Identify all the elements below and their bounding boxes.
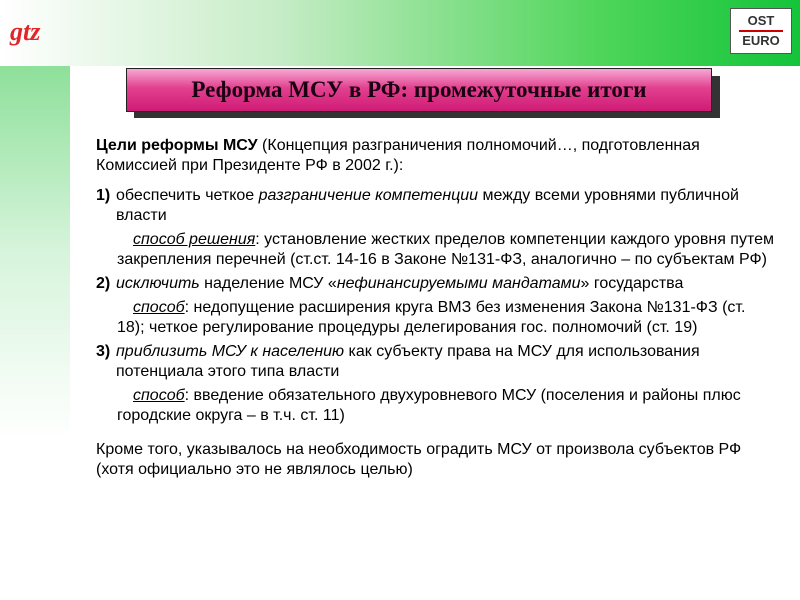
method-label: способ решения	[133, 231, 256, 248]
method-text: : недопущение расширения круга ВМЗ без изменения Закона №131-ФЗ (ст. 18); четкое регулирование процедуры делегирования гос. полномочий (ст. 19)	[117, 299, 746, 336]
goals-list	[96, 186, 776, 426]
goal-number: 3)	[96, 343, 111, 360]
goal-number: 2)	[96, 275, 111, 292]
osteuro-logo-rule	[739, 30, 783, 32]
header-band	[0, 0, 800, 66]
slide-content	[96, 136, 776, 496]
goal-item	[96, 186, 776, 270]
method-label: способ	[133, 299, 185, 316]
goal-text-segment: наделение МСУ «	[199, 275, 337, 292]
outro-paragraph: Кроме того, указывалось на необходимость оградить МСУ от произвола субъектов РФ (хотя официально это не являлось целью)	[96, 441, 742, 478]
goal-method	[96, 230, 776, 270]
goal-text-segment: исключить	[116, 275, 200, 292]
goal-number: 1)	[96, 187, 111, 204]
goal-item	[96, 342, 776, 426]
osteuro-logo-top: OST	[747, 13, 775, 28]
goal-text	[116, 342, 776, 382]
goal-text-segment: приблизить МСУ к населению	[116, 343, 345, 360]
goal-method	[96, 386, 776, 426]
goal-line	[96, 274, 776, 294]
goal-text	[116, 186, 776, 226]
intro-lead: Цели реформы МСУ	[96, 137, 258, 154]
goal-text-segment: нефинансируемыми мандатами	[336, 275, 581, 292]
slide-title: Реформа МСУ в РФ: промежуточные итоги	[191, 77, 647, 102]
goal-text	[116, 274, 776, 294]
goal-text-segment: » государства	[580, 275, 684, 292]
goal-text-segment: обеспечить четкое	[116, 187, 259, 204]
left-band	[0, 66, 70, 600]
goal-item	[96, 274, 776, 338]
osteuro-logo-bottom: EURO	[742, 33, 780, 48]
method-text: : установление жестких пределов компетенции каждого уровня путем закрепления перечней (ст.ст. 14-16 в Законе №131-ФЗ, аналогично – по субъектам РФ)	[117, 231, 775, 268]
gtz-logo-text: gtz	[10, 17, 41, 46]
method-text: : введение обязательного двухуровневого МСУ (поселения и районы плюс городские округа – в т.ч. ст. 11)	[117, 387, 741, 424]
gtz-logo	[8, 14, 54, 48]
goal-text-segment: между всеми уровнями публичной власти	[116, 187, 739, 224]
goal-text-segment: разграничение компетенции	[258, 187, 479, 204]
goal-line	[96, 342, 776, 382]
goal-method	[96, 298, 776, 338]
title-box	[126, 68, 712, 112]
goal-line	[96, 186, 776, 226]
intro-text: (Концепция разграничения полномочий…, подготовленная Комиссией при Президенте РФ в 2002 г.):	[96, 137, 700, 174]
osteuro-logo	[730, 8, 792, 54]
method-label: способ	[133, 387, 185, 404]
intro-paragraph	[96, 136, 776, 176]
goal-text-segment: как субъекту права на МСУ для использования потенциала этого типа власти	[116, 343, 700, 380]
